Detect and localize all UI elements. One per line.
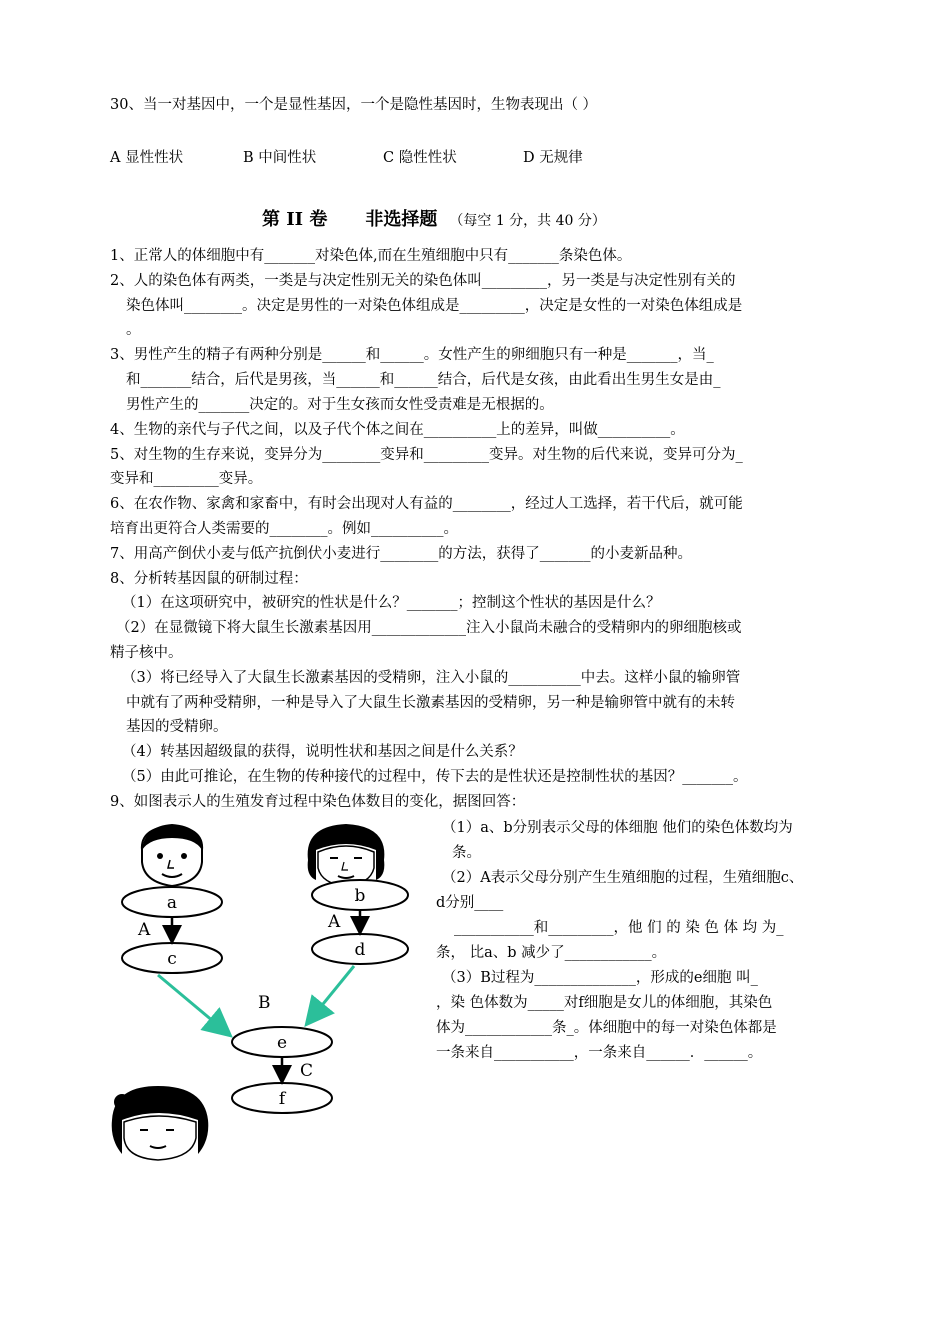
- mother-face-icon: [308, 824, 385, 886]
- question-30-stem: 30、当一对基因中，一个是显性基因，一个是隐性基因时，生物表现出（ ）: [110, 97, 598, 113]
- q2-line-3: 。: [126, 322, 141, 338]
- q8-sub2-line-2: 精子核中。: [110, 645, 183, 661]
- q8-sub3-line-2: 中就有了两种受精卵，一种是导入了大鼠生长激素基因的受精卵，另一种是输卵管中就有的未转: [126, 695, 735, 711]
- q9-r5: ___________和_________，他 们 的 染 色 体 均 为_: [454, 920, 784, 936]
- q9-r3: （2）A表示父母分别产生生殖细胞的过程，生殖细胞c、: [442, 870, 804, 886]
- option-a: A 显性性状: [110, 150, 184, 166]
- q1-line: 1、正常人的体细胞中有_______对染色体,而在生殖细胞中只有_______条染色体。: [110, 248, 632, 264]
- process-a-left: A: [138, 920, 151, 940]
- q9-r8: ，染 色体数为_____对f细胞是女儿的体细胞，其染色: [436, 995, 773, 1011]
- q3-line-2: 和_______结合，后代是男孩，当______和______结合，后代是女孩，由此看出生男生女是由_: [126, 372, 721, 388]
- q9-line: 9、如图表示人的生殖发育过程中染色体数目的变化，据图回答：: [110, 794, 526, 810]
- q8-sub4: （4）转基因超级鼠的获得，说明性状和基因之间是什么关系？: [122, 744, 523, 760]
- cell-d-label: d: [354, 940, 366, 960]
- q9-r10: 一条来自___________，一条来自______．______。: [436, 1045, 763, 1061]
- arrow-c-to-e: [158, 975, 226, 1032]
- q8-sub3-line-1: （3）将已经导入了大鼠生长激素基因的受精卵，注入小鼠的__________中去。这样小鼠的输卵管: [122, 670, 741, 686]
- q9-r2: 条。: [452, 845, 481, 861]
- father-face-icon: [142, 824, 202, 886]
- q9-r1: （1）a、b分别表示父母的体细胞 他们的染色体数均为: [442, 820, 793, 836]
- process-b: B: [258, 993, 271, 1013]
- q9-r9: 体为____________条_。体细胞中的每一对染色体都是: [436, 1020, 777, 1036]
- q5-line-1: 5、对生物的生存来说，变异分为________变异和_________变异。对生物的后代来说，变异可分为_: [110, 447, 743, 463]
- q6-line-2: 培育出更符合人类需要的________。例如__________。: [110, 521, 458, 537]
- q8-sub1: （1）在这项研究中，被研究的性状是什么？_______；控制这个性状的基因是什么？: [122, 595, 661, 611]
- q7-line: 7、用高产倒伏小麦与低产抗倒伏小麦进行________的方法，获得了_______的小麦新品种。: [110, 546, 692, 562]
- cell-e-label: e: [276, 1033, 288, 1053]
- q8-sub3-line-3: 基因的受精卵。: [126, 719, 228, 735]
- section-note: （每空 1 分，共 40 分）: [449, 213, 606, 229]
- cell-b-label: b: [354, 886, 366, 906]
- q6-line-1: 6、在农作物、家禽和家畜中，有时会出现对人有益的________，经过人工选择，若干代后，就可能: [110, 496, 743, 512]
- option-d: D 无规律: [523, 150, 583, 166]
- section-title-part1: 第 II 卷: [262, 209, 328, 230]
- option-c: C 隐性性状: [383, 150, 457, 166]
- cell-a-label: a: [166, 893, 178, 913]
- q3-line-3: 男性产生的_______决定的。对于生女孩而女性受责难是无根据的。: [126, 397, 554, 413]
- arrow-d-to-e: [310, 966, 354, 1020]
- q4-line: 4、生物的亲代与子代之间，以及子代个体之间在__________上的差异，叫做__________。: [110, 422, 685, 438]
- cell-f-label: f: [278, 1089, 286, 1109]
- q9-r7: （3）B过程为______________，形成的e细胞 叫_: [442, 970, 758, 986]
- q2-line-2: 染色体叫________。决定是男性的一对染色体组成是_________，决定是女性的一对染色体组成是: [126, 298, 743, 314]
- process-c: C: [300, 1061, 314, 1081]
- option-b: B 中间性状: [243, 150, 317, 166]
- reproduction-diagram: [100, 820, 430, 1165]
- daughter-face-icon: [112, 1086, 209, 1160]
- q8-sub2-line-1: （2）在显微镜下将大鼠生长激素基因用_____________注入小鼠尚未融合的受精卵内的卵细胞核或: [116, 620, 742, 636]
- q9-r4: d分别____: [436, 895, 504, 911]
- cell-c-label: c: [167, 949, 177, 969]
- process-a-right: A: [328, 912, 341, 932]
- q8-sub5: （5）由此可推论，在生物的传种接代的过程中，传下去的是性状还是控制性状的基因？_______。: [122, 769, 748, 785]
- q5-line-2: 变异和_________变异。: [110, 471, 263, 487]
- q3-line-1: 3、男性产生的精子有两种分别是______和______。女性产生的卵细胞只有一种是_______，当_: [110, 347, 714, 363]
- q2-line-1: 2、人的染色体有两类，一类是与决定性别无关的染色体叫_________，另一类是与决定性别有关的: [110, 273, 736, 289]
- q8-line: 8、分析转基因鼠的研制过程：: [110, 571, 308, 587]
- q9-r6: 条， 比a、b 减少了____________。: [436, 945, 667, 961]
- section-title: [262, 205, 606, 231]
- section-title-part2: 非选择题: [365, 209, 438, 230]
